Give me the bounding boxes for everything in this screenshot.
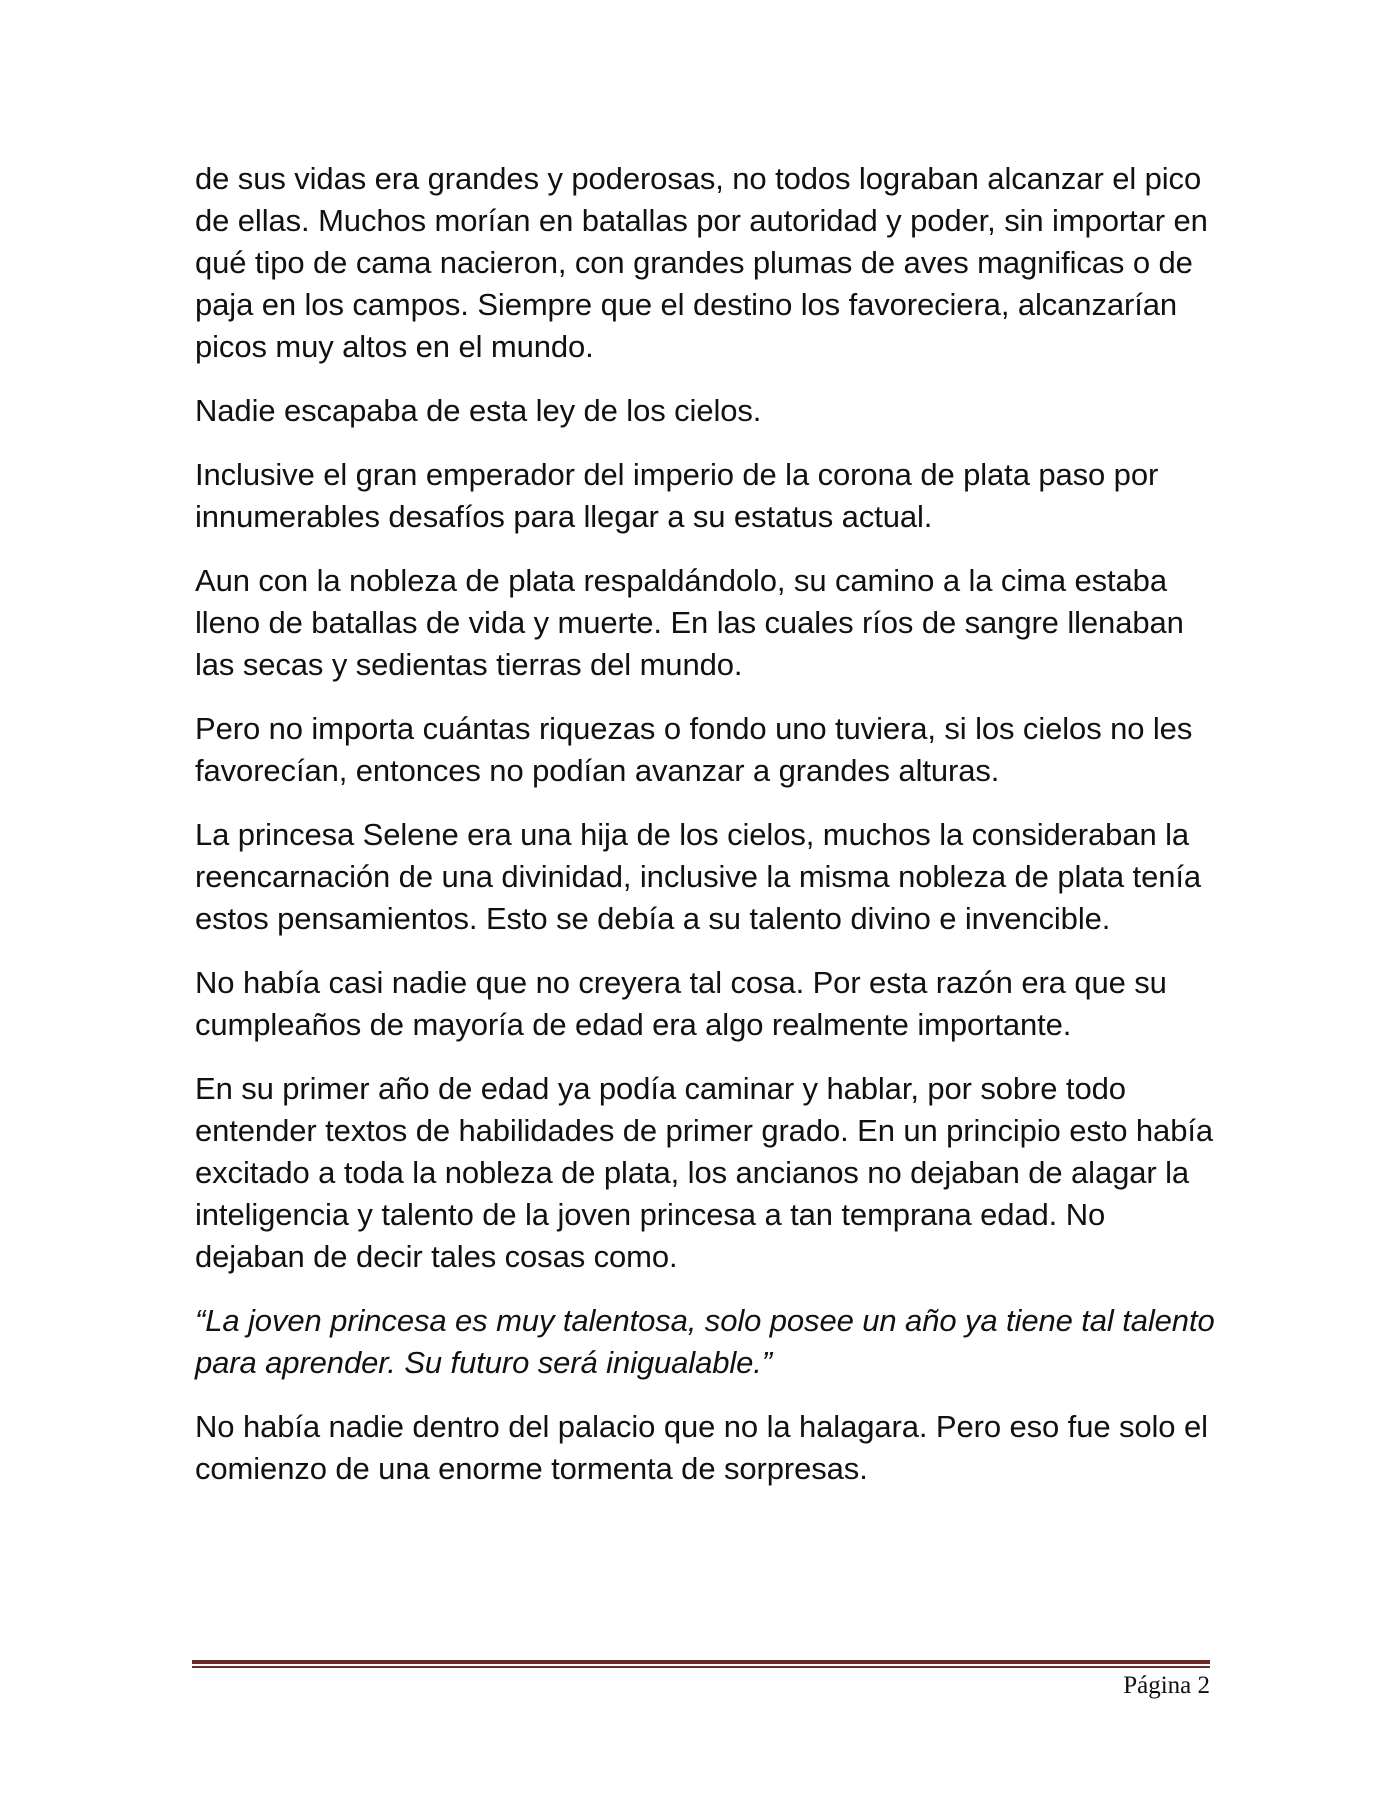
paragraph-3: Inclusive el gran emperador del imperio de la corona de plata paso por innumerables desafíos para llegar a su estatus actual. [195, 457, 1159, 534]
paragraph-2: Nadie escapaba de esta ley de los cielos. [195, 393, 762, 428]
paragraph-10: No había nadie dentro del palacio que no la halagara. Pero eso fue solo el comienzo de una enorme tormenta de sorpresas. [195, 1409, 1208, 1486]
paragraph-7: No había casi nadie que no creyera tal cosa. Por esta razón era que su cumpleaños de mayoría de edad era algo realmente importante. [195, 965, 1167, 1042]
footer-rule-thin [192, 1666, 1210, 1668]
paragraph-9-quote: “La joven princesa es muy talentosa, solo posee un año ya tiene tal talento para aprender. Su futuro será inigualable.” [195, 1303, 1215, 1380]
paragraph-4: Aun con la nobleza de plata respaldándolo, su camino a la cima estaba lleno de batallas de vida y muerte. En las cuales ríos de sangre llenaban las secas y sedientas tierras del mundo. [195, 563, 1184, 682]
paragraph-6: La princesa Selene era una hija de los cielos, muchos la consideraban la reencarnación de una divinidad, inclusive la misma nobleza de plata tenía estos pensamientos. Esto se debía a su talento divino e invencible. [195, 817, 1201, 936]
footer-rule-thick [192, 1660, 1210, 1664]
paragraph-5: Pero no importa cuántas riquezas o fondo uno tuviera, si los cielos no les favorecían, entonces no podían avanzar a grandes alturas. [195, 711, 1193, 788]
footer-rule [192, 1660, 1210, 1668]
page-number: Página 2 [1123, 1672, 1210, 1699]
body-text [195, 158, 1215, 1512]
paragraph-1: de sus vidas era grandes y poderosas, no todos lograban alcanzar el pico de ellas. Muchos morían en batallas por autoridad y poder, sin importar en qué tipo de cama nacieron, con grandes plumas de aves magnificas o de paja en los campos. Siempre que el destino los favoreciera, alcanzarían picos muy altos en el mundo. [195, 161, 1208, 364]
paragraph-8: En su primer año de edad ya podía caminar y hablar, por sobre todo entender textos de habilidades de primer grado. En un principio esto había excitado a toda la nobleza de plata, los ancianos no dejaban de alagar la inteligencia y talento de la joven princesa a tan temprana edad. No dejaban de decir tales cosas como. [195, 1071, 1213, 1274]
